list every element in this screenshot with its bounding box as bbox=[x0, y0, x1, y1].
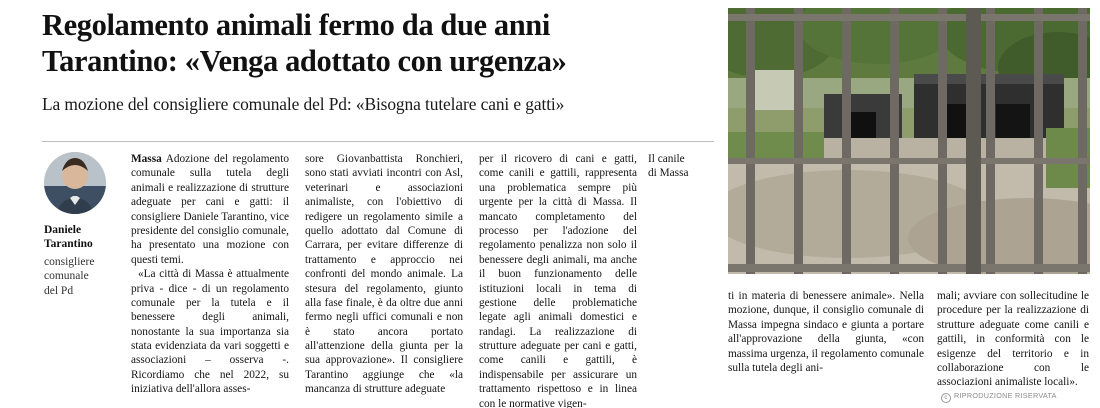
headline-line-1: Regolamento animali fermo da due anni bbox=[42, 8, 550, 42]
photo-caption-line-2: di Massa bbox=[648, 167, 689, 180]
paragraph: «La città di Massa è attualmente priva - dice - di un regolamento comunale per la tutela e il benessere degli animali, nonostante la sua importanza sia stata evidenziata da vari soggetti e associazioni – osserva -. Ricordiamo che nel 2022, su iniziativa dell'allora asses- bbox=[131, 268, 289, 396]
body-column-4 bbox=[728, 289, 924, 375]
body-column-5 bbox=[937, 289, 1089, 390]
dateline: Massa bbox=[131, 153, 162, 165]
author-role-line-1: consigliere bbox=[44, 256, 95, 269]
page-title bbox=[42, 8, 714, 80]
author-block bbox=[44, 152, 122, 298]
article-photo bbox=[728, 8, 1090, 274]
headline-area bbox=[42, 8, 714, 116]
author-role bbox=[44, 255, 122, 298]
author-role-line-2: comunale bbox=[44, 270, 89, 283]
photo-caption-line-1: Il canile bbox=[648, 153, 685, 165]
body-column-2 bbox=[305, 152, 463, 397]
divider bbox=[42, 141, 714, 142]
paragraph: ti in materia di benessere animale». Nella mozione, dunque, il consiglio comunale di Massa impegna sindaco e giunta a portare all'approvazione della giunta, «con massima urgenza, il regolamento comunale sulla tutela degli ani- bbox=[728, 290, 924, 374]
copyright-icon: c bbox=[941, 393, 951, 403]
author-name-first: Daniele bbox=[44, 224, 82, 236]
body-column-1 bbox=[131, 152, 289, 397]
author-role-line-3: del Pd bbox=[44, 284, 74, 297]
copyright-text: RIPRODUZIONE RISERVATA bbox=[954, 391, 1057, 400]
photo-caption bbox=[648, 152, 712, 180]
body-column-3 bbox=[479, 152, 637, 408]
copyright-note bbox=[941, 391, 1057, 403]
headline-line-2: Tarantino: «Venga adottato con urgenza» bbox=[42, 43, 567, 78]
avatar bbox=[44, 152, 106, 214]
author-name-last: Tarantino bbox=[44, 238, 93, 251]
paragraph-text: Adozione del regolamento comunale sulla tutela degli animali e realizzazione di strutture adeguate per cani e gatti: il consigliere Daniele Tarantino, vice presidente del consiglio comunale, ha presentato una mozione con questi temi. bbox=[131, 153, 289, 266]
paragraph: sore Giovanbattista Ronchieri, sono stati avviati incontri con Asl, veterinari e associazioni animaliste, con l'obiettivo di redigere un regolamento simile a quello adottato dal Comune di Carrara, per evitare differenze di trattamento e approccio nei confronti del mondo animale. La stesura del regolamento, giunto alla fase finale, è da oltre due anni fermo negli uffici comunali e non è stato ancora portato all'attenzione della giunta per la sua approvazione». Il consigliere Tarantino aggiunge che «la mancanza di strutture adeguate bbox=[305, 153, 463, 396]
paragraph: per il ricovero di cani e gatti, come canili e gattili, rappresenta una problematica sempre più urgente per la città di Massa. Il mancato completamento del processo per l'adozione del regolamento penalizza non solo il benessere degli animali, ma anche il buon funzionamento delle istituzioni locali in tema di gestione delle problematiche legate agli animali domestici e randagi. La realizzazione di strutture adeguate per cani e gatti, come canili e gattili, è indispensabile per assicurare un trattamento rispettoso e in linea con le normative vigen- bbox=[479, 153, 637, 408]
paragraph bbox=[131, 152, 289, 267]
paragraph: mali; avviare con sollecitudine le procedure per la realizzazione di strutture adeguate come canili e gattili, in conformità con le esigenze del territorio e in collaborazione con le associazioni animaliste locali». bbox=[937, 290, 1089, 389]
author-name bbox=[44, 223, 122, 251]
subheadline: La mozione del consigliere comunale del Pd: «Bisogna tutelare cani e gatti» bbox=[42, 93, 565, 114]
